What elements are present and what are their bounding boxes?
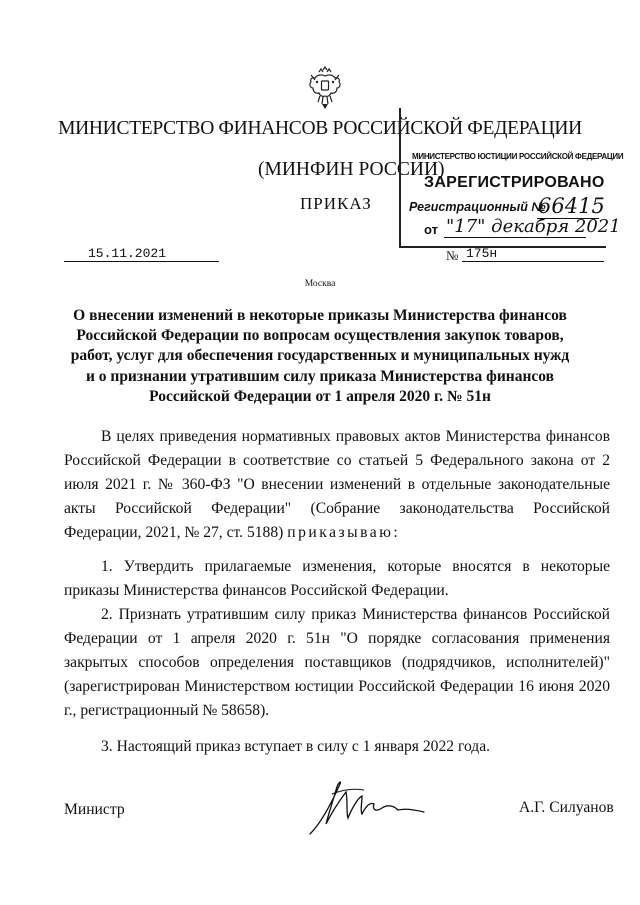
document-type: ПРИКАЗ bbox=[300, 194, 372, 213]
order-date: 15.11.2021 bbox=[88, 246, 167, 261]
stamp-date-underline bbox=[444, 237, 586, 238]
title-line: Российской Федерации от 1 апреля 2020 г. № 51н bbox=[149, 387, 491, 405]
title-line: Российской Федерации по вопросам осуществления закупок товаров, bbox=[76, 327, 564, 345]
coat-of-arms-emblem-icon bbox=[307, 66, 343, 110]
order-item: 3. Настоящий приказ вступает в силу с 1 января 2022 года. bbox=[101, 738, 491, 755]
stamp-registration-label: Регистрационный № bbox=[409, 200, 546, 214]
order-item: 1. Утвердить прилагаемые изменения, которые вносятся в некоторые приказы Министерства финансов Российской Федерации. bbox=[64, 558, 610, 599]
stamp-registration-number: 66415 bbox=[538, 194, 605, 218]
handwritten-signature bbox=[302, 772, 428, 842]
signatory-position: Министр bbox=[64, 801, 125, 818]
signatory-name: А.Г. Силуанов bbox=[519, 799, 614, 816]
ministry-name: МИНИСТЕРСТВО ФИНАНСОВ РОССИЙСКОЙ ФЕДЕРАЦИИ bbox=[58, 118, 582, 139]
order-number: 175н bbox=[466, 246, 498, 261]
order-item: 2. Признать утратившим силу приказ Министерства финансов Российской Федерации от 1 апреля 2020 г. 51н "О порядке согласования применения закрытых способов определения поставщиков (подрядчиков, исполнителей)" (зарегистрирован Министерством юстиции Российской Федерации 16 июня 2020 г., регистрационный № 58658). bbox=[64, 606, 610, 719]
title-line: и о признании утратившим силу приказа Министерства финансов bbox=[85, 367, 555, 385]
stamp-date-value: "17" декабря 2021 bbox=[446, 216, 621, 237]
order-number-label: № bbox=[446, 248, 459, 263]
preamble-text: В целях приведения нормативных правовых актов Министерства финансов Российской Федерации в соответствие со статьей 5 Федерального закона от 2 июля 2021 г. № 360-ФЗ "О внесении изменений в отдельные законодательные акты Российской Федерации" (Собрание законодательства Российской Федерации, 2021, № 27, ст. 5188) bbox=[64, 428, 610, 541]
order-date-underline bbox=[64, 261, 219, 262]
preamble-paragraph bbox=[64, 425, 610, 545]
ministry-abbreviation: (МИНФИН РОССИИ) bbox=[258, 159, 445, 180]
document-title bbox=[60, 306, 580, 407]
title-line: работ, услуг для обеспечения государственных и муниципальных нужд bbox=[70, 347, 570, 365]
stamp-organization: МИНИСТЕРСТВО ЮСТИЦИИ РОССИЙСКОЙ ФЕДЕРАЦИИ bbox=[412, 152, 624, 161]
order-number-underline bbox=[462, 261, 604, 262]
order-word: приказываю: bbox=[287, 524, 401, 541]
city: Москва bbox=[304, 279, 336, 289]
stamp-title: ЗАРЕГИСТРИРОВАНО bbox=[424, 174, 605, 191]
title-line: О внесении изменений в некоторые приказы Министерства финансов bbox=[73, 307, 567, 324]
stamp-date-label: от bbox=[424, 222, 438, 237]
